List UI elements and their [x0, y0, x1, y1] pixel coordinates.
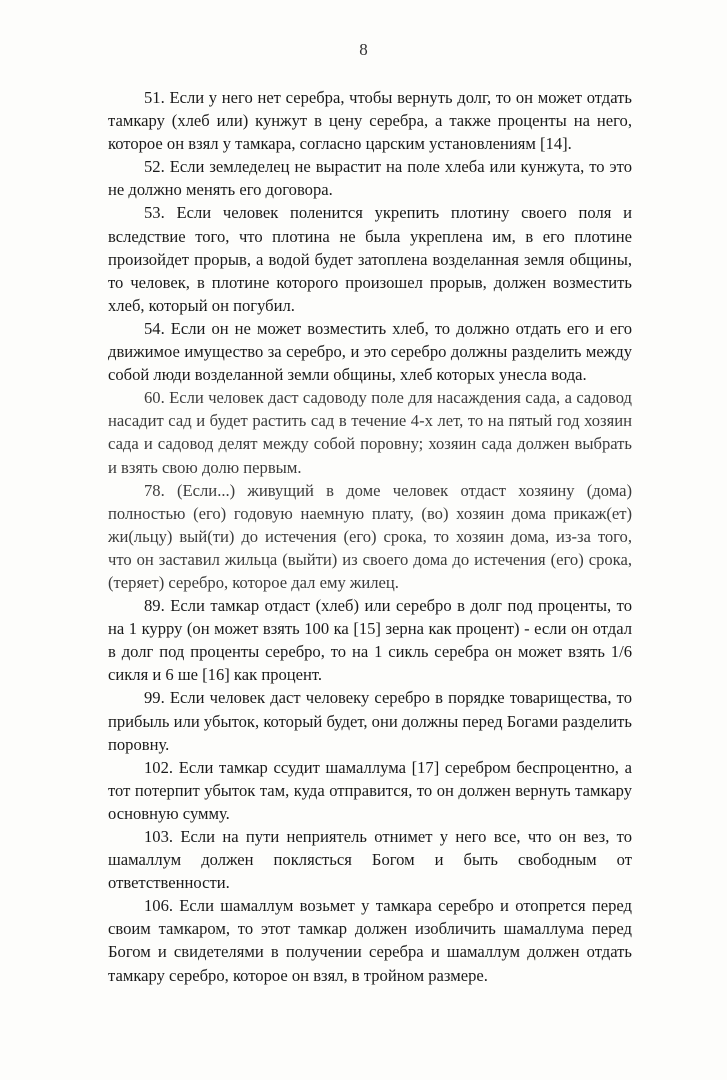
paragraph-89: 89. Если тамкар отдаст (хлеб) или серебро в долг под проценты, то на 1 курру (он может взять 100 ка [15] зерна как процент) - если он отдал в долг под проценты серебро, то на 1 сикль серебра он может взять 1/6 сикля и 6 ше [16] как процент. — [108, 596, 632, 685]
paragraph-53: 53. Если человек поленится укрепить плотину своего поля и вследствие того, что плотина не была укреплена им, в его плотине произойдет прорыв, а водой будет затоплена возделанная земля общины, то человек, в плотине которого произошел прорыв, должен возместить хлеб, который он погубил. — [108, 203, 632, 315]
paragraph-99: 99. Если человек даст человеку серебро в порядке товарищества, то прибыль или убыток, который будет, они должны перед Богами разделить поровну. — [108, 688, 632, 754]
paragraph-103: 103. Если на пути неприятель отнимет у него все, что он вез, то шамаллум должен поклясться Богом и быть свободным от ответственности. — [108, 827, 632, 893]
paragraph-51: 51. Если у него нет серебра, чтобы вернуть долг, то он может отдать тамкару (хлеб или) кунжут в цену серебра, а также проценты на него, которое он взял у тамкара, согласно царским установлениям [14]. — [108, 88, 632, 154]
body-text — [108, 86, 632, 987]
paragraph-52: 52. Если земледелец не вырастит на поле хлеба или кунжута, то это не должно менять его договора. — [108, 157, 632, 200]
paragraph-54: 54. Если он не может возместить хлеб, то должно отдать его и его движимое имущество за серебро, и это серебро должны разделить между собой люди возделанной земли общины, хлеб которых унесла вода. — [108, 318, 632, 385]
paragraph-102: 102. Если тамкар ссудит шамаллума [17] серебром беспроцентно, а тот потерпит убыток там, куда отправится, то он должен вернуть тамкару основную сумму. — [108, 757, 632, 823]
paragraph-106: 106. Если шамаллум возьмет у тамкара серебро и отопрется перед своим тамкаром, то этот тамкар должен изобличить шамаллума перед Богом и свидетелями в получении серебра и шамаллум должен отдать тамкару серебро, которое он взял, в тройном размере. — [108, 896, 632, 985]
paragraph-78: 78. (Если...) живущий в доме человек отдаст хозяину (дома) полностью (его) годовую наемную плату, (во) хозяин дома прикаж(ет) жи(льцу) вый(ти) до истечения (его) срока, то хозяин дома, из-за того, что он заставил жильца (выйти) из своего дома до истечения (его) срока, (теряет) серебро, которое дал ему жилец. — [108, 480, 632, 592]
paragraph-60: 60. Если человек даст садоводу поле для насаждения сада, а садовод насадит сад и будет растить сад в течение 4-х лет, то на пятый год хозяин сада и садовод делят между собой поровну; хозяин сада должен выбрать и взять свою долю первым. — [108, 388, 632, 477]
page-number: 8 — [359, 40, 368, 59]
